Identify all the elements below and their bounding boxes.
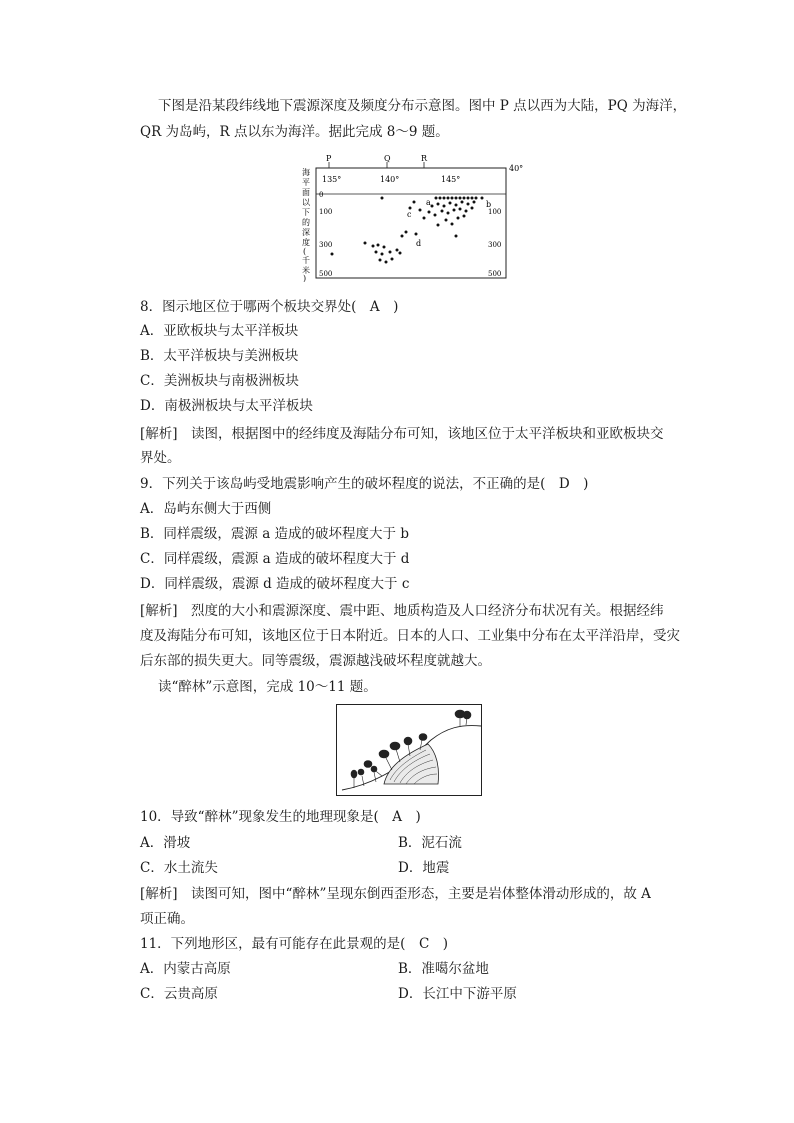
q10-option-b: B．泥石流 xyxy=(398,835,462,851)
y-axis-label xyxy=(302,167,311,282)
q9-stem: 9．下列关于该岛屿受地震影响产生的破坏程度的说法，不正确的是( D ) xyxy=(140,476,589,492)
point-label-r: R xyxy=(421,154,428,163)
q11-option-b: B．准噶尔盆地 xyxy=(398,961,489,977)
q10-option-row-1 xyxy=(140,834,190,852)
q9-explanation-line-2: 度及海陆分布可知，该地区位于日本附近。日本的人口、工业集中分布在太平洋沿岸，受灾 xyxy=(140,628,680,644)
drunken-forest-figure xyxy=(336,704,482,796)
q8-option-a: A．亚欧板块与太平洋板块 xyxy=(140,323,299,339)
svg-text:平: 平 xyxy=(302,178,310,187)
right-tick-100: 100 xyxy=(488,208,502,216)
q10-stem: 10．导致“醉林”现象发生的地理现象是( A ) xyxy=(140,809,421,825)
point-label-q: Q xyxy=(384,154,391,163)
q8-stem: 8．图示地区位于哪两个板块交界处( A ) xyxy=(140,299,399,315)
left-tick-100: 100 xyxy=(319,208,333,216)
left-tick-300: 300 xyxy=(319,241,333,249)
svg-text:米: 米 xyxy=(302,266,310,275)
epicenter-dots xyxy=(331,197,484,264)
right-tick-500: 500 xyxy=(488,270,502,278)
earthquake-depth-figure xyxy=(296,150,530,282)
right-tick-300: 300 xyxy=(488,241,502,249)
svg-text:面: 面 xyxy=(302,188,310,197)
quake-label-b: b xyxy=(486,200,492,209)
point-label-p: P xyxy=(326,154,332,163)
lon-label-145: 145° xyxy=(441,175,461,184)
lon-label-135: 135° xyxy=(322,175,342,184)
q8-option-d: D．南极洲板块与太平洋板块 xyxy=(140,398,313,414)
q8-option-b: B．太平洋板块与美洲板块 xyxy=(140,348,299,364)
explain-tag: [解析] xyxy=(140,886,178,902)
svg-text:以: 以 xyxy=(302,198,310,207)
svg-text:海: 海 xyxy=(302,168,310,177)
q10-option-c: C．水土流失 xyxy=(140,860,218,876)
svg-text:(: ( xyxy=(303,247,307,256)
explain-tag: [解析] xyxy=(140,426,178,442)
q10-explanation-line-2: 项正确。 xyxy=(140,911,194,927)
intro-2: 读“醉林”示意图，完成 10～11 题。 xyxy=(158,679,377,695)
quake-label-c: c xyxy=(407,210,412,219)
q9-option-d: D．同样震级，震源 d 造成的破坏程度大于 c xyxy=(140,576,410,592)
q10-explanation-line-1: [解析] 读图可知，图中“醉林”呈现东倒西歪形态，主要是岩体整体滑动形成的，故 A xyxy=(140,886,651,902)
svg-text:度: 度 xyxy=(302,238,310,247)
svg-text:): ) xyxy=(303,274,307,282)
q8-explanation-line-1: [解析] 读图，根据图中的经纬度及海陆分布可知，该地区位于太平洋板块和亚欧板块交 xyxy=(140,426,664,442)
q9-option-a: A．岛屿东侧大于西侧 xyxy=(140,501,272,517)
intro-line-2: QR 为岛屿，R 点以东为海洋。据此完成 8～9 题。 xyxy=(140,124,449,140)
svg-text:下: 下 xyxy=(302,208,310,217)
q9-option-c: C．同样震级，震源 a 造成的破坏程度大于 d xyxy=(140,551,410,567)
q10-option-d: D．地震 xyxy=(398,860,450,876)
latitude-label: 40° xyxy=(509,164,524,173)
q9-explanation-line-1: [解析] 烈度的大小和震源深度、震中距、地质构造及人口经济分布状况有关。根据经纬 xyxy=(140,603,664,619)
intro-line-1: 下图是沿某段纬线地下震源深度及频度分布示意图。图中 P 点以西为大陆，PQ 为海洋， xyxy=(158,98,687,114)
explain-tag: [解析] xyxy=(140,603,178,619)
left-tick-500: 500 xyxy=(319,270,333,278)
quake-label-a: a xyxy=(426,198,431,207)
quake-label-d: d xyxy=(416,239,422,248)
q11-option-a: A．内蒙古高原 xyxy=(140,961,231,977)
svg-text:深: 深 xyxy=(302,228,310,237)
svg-text:的: 的 xyxy=(302,218,310,227)
q11-option-d: D．长江中下游平原 xyxy=(398,986,517,1002)
q11-option-c: C．云贵高原 xyxy=(140,986,218,1002)
left-tick-0: 0 xyxy=(319,191,324,199)
q9-explanation-line-3: 后东部的损失更大。同等震级，震源越浅破坏程度就越大。 xyxy=(140,653,491,669)
lon-label-140: 140° xyxy=(380,175,400,184)
q8-explanation-line-2: 界处。 xyxy=(140,450,181,466)
svg-text:千: 千 xyxy=(302,256,310,265)
q8-option-c: C．美洲板块与南极洲板块 xyxy=(140,373,299,389)
q9-option-b: B．同样震级，震源 a 造成的破坏程度大于 b xyxy=(140,526,409,542)
q11-stem: 11．下列地形区，最有可能存在此景观的是( C ) xyxy=(140,936,449,952)
q10-option-a: A．滑坡 xyxy=(140,835,191,851)
